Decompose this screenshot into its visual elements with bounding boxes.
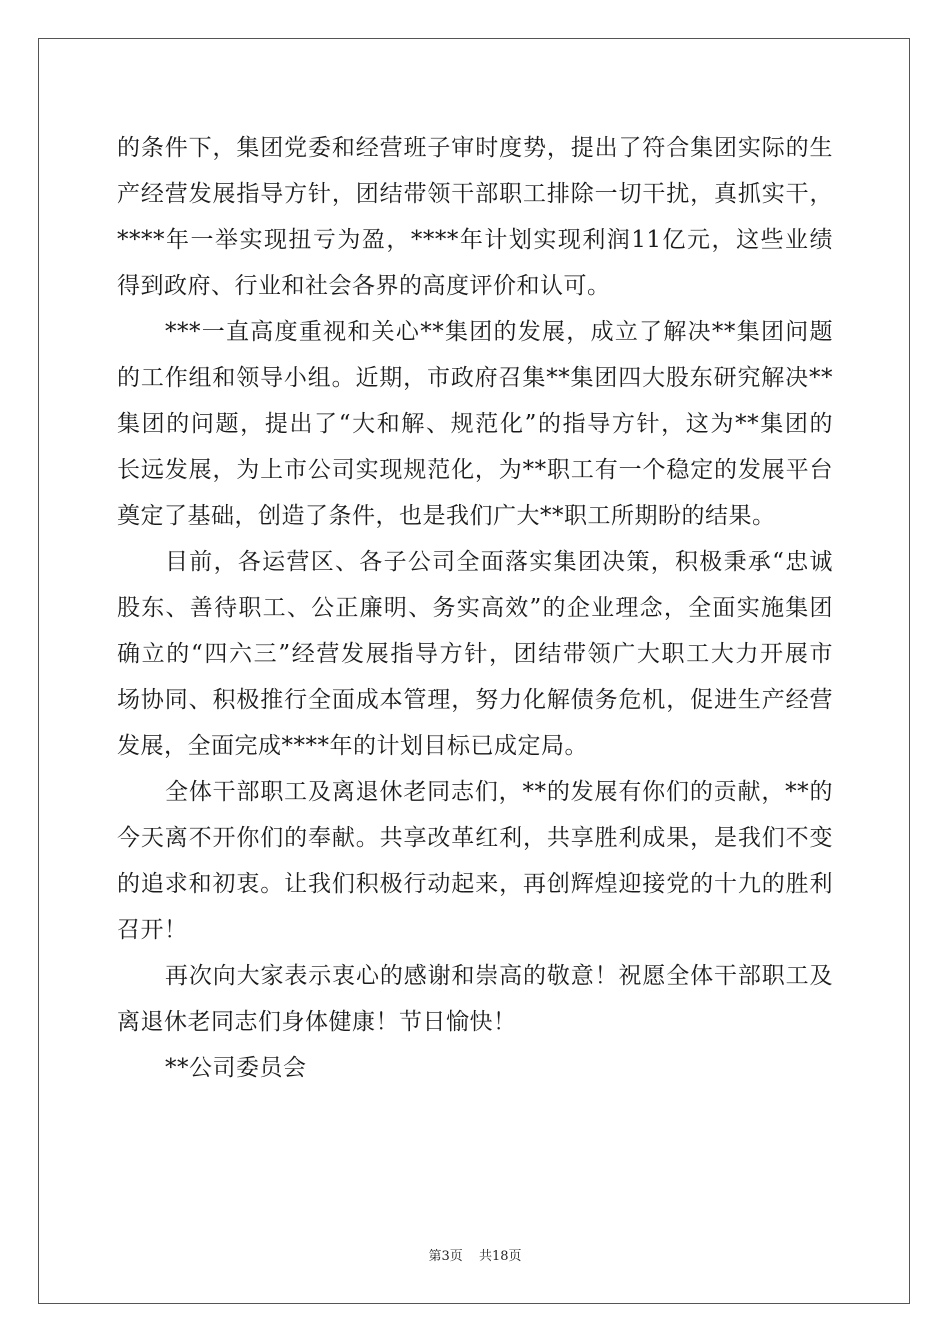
paragraph [117,1045,833,1091]
text-line: ****年一举实现扭亏为盈，****年计划实现利润11亿元，这些业绩 [117,227,833,253]
text-line: 今天离不开你们的奉献。共享改革红利，共享胜利成果，是我们不变 [117,825,833,851]
paragraph [117,953,833,1045]
text-line: 奠定了基础，创造了条件，也是我们广大**职工所期盼的结果。 [117,503,776,529]
text-line: 的追求和初衷。让我们积极行动起来，再创辉煌迎接党的十九的胜利 [117,871,833,897]
text-line: **公司委员会 [165,1055,307,1081]
text-line: 再次向大家表示衷心的感谢和崇高的敬意！祝愿全体干部职工及 [165,963,833,989]
text-line: 场协同、积极推行全面成本管理，努力化解债务危机，促进生产经营 [117,687,833,713]
paragraph [117,125,833,309]
page-number: 第3页 [428,1249,463,1264]
document-body [117,125,833,1091]
text-line: 离退休老同志们身体健康！节日愉快！ [117,1009,517,1035]
text-line: 召开！ [117,917,188,943]
text-line: 股东、善待职工、公正廉明、务实高效”的企业理念，全面实施集团 [117,595,833,621]
page-footer [0,1245,950,1264]
text-line: 的工作组和领导小组。近期，市政府召集**集团四大股东研究解决** [117,365,833,391]
text-line: 得到政府、行业和社会各界的高度评价和认可。 [117,273,611,299]
paragraph [117,769,833,953]
text-line: 产经营发展指导方针，团结带领干部职工排除一切干扰，真抓实干， [117,181,833,207]
text-line: 长远发展，为上市公司实现规范化，为**职工有一个稳定的发展平台 [117,457,833,483]
text-line: ***一直高度重视和关心**集团的发展，成立了解决**集团问题 [165,319,833,345]
text-line: 发展，全面完成****年的计划目标已成定局。 [117,733,588,759]
text-line: 集团的问题，提出了“大和解、规范化”的指导方针，这为**集团的 [117,411,833,437]
text-line: 的条件下，集团党委和经营班子审时度势，提出了符合集团实际的生 [117,135,833,161]
paragraph [117,539,833,769]
text-line: 全体干部职工及离退休老同志们，**的发展有你们的贡献，**的 [165,779,833,805]
text-line: 确立的“四六三”经营发展指导方针，团结带领广大职工大力开展市 [117,641,833,667]
paragraph [117,309,833,539]
page-total: 共18页 [478,1249,522,1264]
text-line: 目前，各运营区、各子公司全面落实集团决策，积极秉承“忠诚 [165,549,833,575]
